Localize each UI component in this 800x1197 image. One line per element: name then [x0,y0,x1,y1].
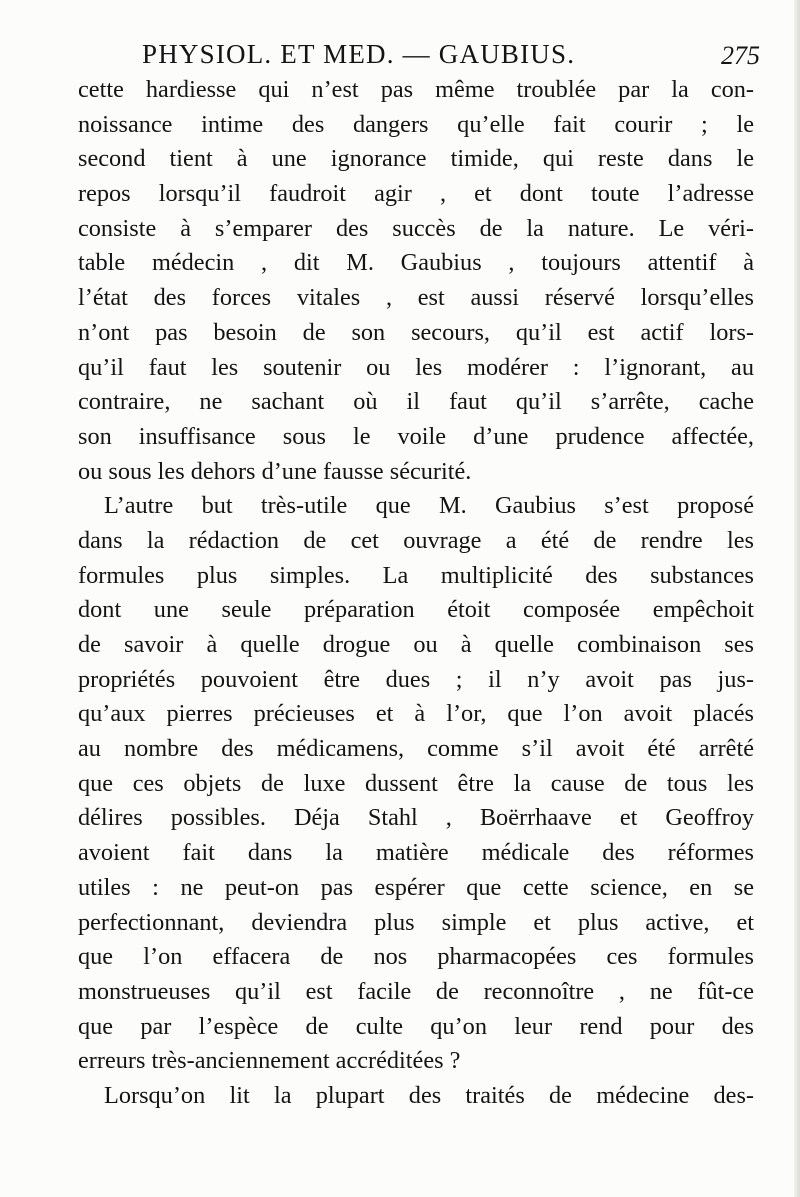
text-line: de savoir à quelle drogue ou à quelle combinaison ses [78,631,754,658]
text-line: table médecin , dit M. Gaubius , toujours attentif à [78,249,754,277]
text-line: contraire, ne sachant où il faut qu’il s’arrête, cache [78,388,754,416]
text-line: second tient à une ignorance timide, qui reste dans le [78,145,754,173]
text-line: dans la rédaction de cet ouvrage a été de rendre les [78,526,754,554]
text-line: formules plus simples. La multiplicité des substances [78,561,754,589]
text-line: cette hardiesse qui n’est pas même troublée par la con- [78,76,754,103]
text-line: repos lorsqu’il faudroit agir , et dont toute l’adresse [78,180,754,208]
text-line: que par l’espèce de culte qu’on leur rend pour des [78,1012,754,1040]
text-line: dont une seule préparation étoit composée empêchoit [78,596,754,624]
running-title: PHYSIOL. ET MED. — GAUBIUS. [142,39,576,69]
text-line: qu’aux pierres précieuses et à l’or, que l’on avoit placés [78,700,754,728]
text-line: délires possibles. Déja Stahl , Boërrhaave et Geoffroy [78,804,754,832]
text-line: son insuffisance sous le voile d’une prudence affectée, [78,422,754,450]
page-edge [794,0,800,1197]
text-line: L’autre but très-utile que M. Gaubius s’est proposé [104,492,754,520]
text-line: perfectionnant, deviendra plus simple et plus active, et [78,908,754,936]
text-line: avoient fait dans la matière médicale des réformes [78,839,754,867]
text-line: noissance intime des dangers qu’elle fait courir ; le [78,110,754,138]
text-line: ou sous les dehors d’une fausse sécurité. [78,457,472,485]
text-line: n’ont pas besoin de son secours, qu’il est actif lors- [78,318,754,346]
page-number: 275 [721,41,760,70]
text-line: l’état des forces vitales , est aussi réservé lorsqu’elles [78,284,754,312]
text-line: monstrueuses qu’il est facile de reconnoître , ne fût-ce [78,977,754,1005]
body-text [78,73,754,1114]
text-line: que ces objets de luxe dussent être la cause de tous les [78,769,754,797]
text-line: propriétés pouvoient être dues ; il n’y avoit pas jus- [78,665,754,693]
text-line: utiles : ne peut-on pas espérer que cette science, en se [78,873,754,901]
text-line: que l’on effacera de nos pharmacopées ces formules [78,943,754,971]
running-head [78,36,768,72]
text-line: au nombre des médicamens, comme s’il avoit été arrêté [78,735,754,763]
text-line: Lorsqu’on lit la plupart des traités de médecine des- [104,1081,754,1109]
text-line: erreurs très-anciennement accréditées ? [78,1047,461,1075]
text-line: qu’il faut les soutenir ou les modérer : l’ignorant, au [78,353,754,381]
text-line: consiste à s’emparer des succès de la nature. Le véri- [78,214,754,242]
